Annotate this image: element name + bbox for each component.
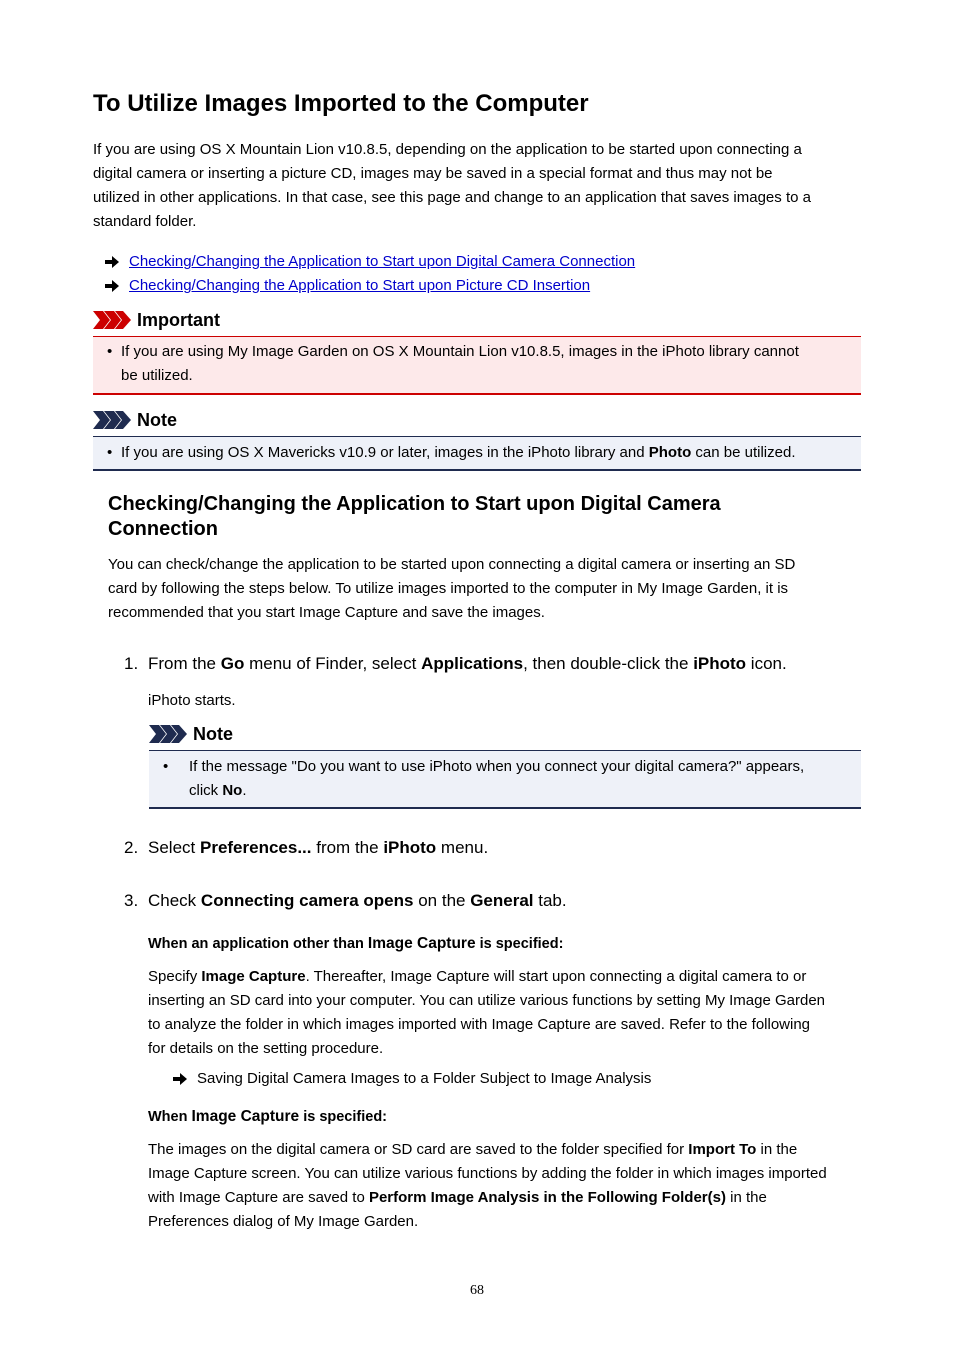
note-box	[149, 750, 861, 809]
page-title: To Utilize Images Imported to the Computer	[93, 90, 589, 117]
case-1-line: to analyze the folder in which images imported with Image Capture are saved. Refer to the following	[148, 1016, 811, 1033]
section-heading-line: Connection	[108, 518, 218, 540]
section-body	[108, 553, 858, 625]
step-bold: General	[470, 891, 534, 910]
step-3	[124, 889, 567, 913]
text-part: in the	[756, 1141, 798, 1158]
note-text-bold: Photo	[648, 444, 692, 461]
step-number: 3.	[124, 891, 139, 910]
step-text: Select	[148, 838, 200, 857]
link-digital-camera-connection[interactable]: Checking/Changing the Application to Start upon Digital Camera Connection	[129, 253, 636, 270]
note-label: Note	[137, 410, 177, 430]
case-2-body	[148, 1138, 863, 1234]
step-text: from the	[311, 838, 384, 857]
reference-row	[173, 1067, 651, 1091]
bullet: •	[107, 444, 113, 461]
note-line	[189, 779, 247, 803]
intro-paragraph	[93, 138, 863, 234]
intro-line: If you are using OS X Mountain Lion v10.8.5, depending on the application to be started upon connecting a	[93, 141, 802, 158]
section-heading	[108, 492, 808, 542]
case-2-line: Image Capture screen. You can utilize various functions by adding the folder in which images imported	[148, 1165, 827, 1182]
intro-line: utilized in other applications. In that case, see this page and change to an application that saves images to a	[93, 189, 811, 206]
text-part: with Image Capture are saved to	[148, 1189, 369, 1206]
arrow-right-icon	[173, 1073, 187, 1085]
step-bold: Connecting camera opens	[200, 891, 414, 910]
intro-line: standard folder.	[93, 213, 197, 230]
step-bold: Preferences...	[199, 838, 312, 857]
text-bold: Import To	[688, 1141, 757, 1158]
text-part: Specify	[148, 968, 202, 985]
text-part: The images on the digital camera or SD card are saved to the folder specified for	[148, 1141, 689, 1158]
link-row[interactable]	[105, 250, 635, 274]
case-1-heading	[148, 932, 563, 956]
section-body-line: card by following the steps below. To utilize images imported to the computer in My Image Garden, it is	[108, 580, 789, 597]
section-body-line: recommended that you start Image Capture and save the images.	[108, 604, 545, 621]
note-text-part: .	[242, 782, 247, 799]
note-chevron-icon	[149, 725, 187, 743]
step-number: 2.	[124, 838, 139, 857]
case-2-line	[148, 1138, 863, 1162]
step-number: 1.	[124, 654, 139, 673]
step-bold: Go	[220, 654, 245, 673]
text-part: in the	[725, 1189, 767, 1206]
important-line: If you are using My Image Garden on OS X Mountain Lion v10.8.5, images in the iPhoto library cannot	[121, 343, 799, 360]
note-text-part: can be utilized.	[691, 444, 796, 461]
step-1	[124, 652, 787, 676]
note-label: Note	[193, 724, 233, 744]
subhead-text: is specified:	[299, 1109, 388, 1125]
arrow-right-icon	[105, 256, 119, 268]
step-text: menu of Finder, select	[244, 654, 422, 673]
text-bold: Perform Image Analysis in the Following Folder(s)	[368, 1189, 726, 1206]
subhead-text: is specified:	[475, 936, 564, 952]
text-bold: Image Capture	[201, 968, 306, 985]
note-text-bold: No	[222, 782, 243, 799]
link-row[interactable]	[105, 274, 590, 298]
note-line: If the message "Do you want to use iPhoto when you connect your digital camera?" appears,	[189, 758, 805, 775]
text-part: . Thereafter, Image Capture will start upon connecting a digital camera to or	[305, 968, 807, 985]
step-text: Check	[148, 891, 201, 910]
case-2-line	[148, 1186, 863, 1210]
step-text: From the	[148, 654, 221, 673]
link-picture-cd-insertion[interactable]: Checking/Changing the Application to Start upon Picture CD Insertion	[129, 277, 591, 294]
step-text: menu.	[436, 838, 489, 857]
section-heading-line: Checking/Changing the Application to Start upon Digital Camera	[108, 493, 721, 515]
note-text	[121, 441, 796, 465]
intro-line: digital camera or inserting a picture CD, images may be saved in a special format and thus may not be	[93, 165, 773, 182]
page-number: 68	[470, 1283, 484, 1298]
step-text: icon.	[746, 654, 787, 673]
important-chevron-icon	[93, 311, 131, 329]
step-bold: iPhoto	[383, 838, 437, 857]
note-text-part: If you are using OS X Mavericks v10.9 or later, images in the iPhoto library and	[121, 444, 649, 461]
note-header	[149, 723, 233, 745]
subhead-bold: Image Capture	[191, 1108, 300, 1125]
note-header	[93, 409, 177, 431]
note-text-part: click	[189, 782, 223, 799]
case-1-line: for details on the setting procedure.	[148, 1040, 384, 1057]
step-2	[124, 836, 488, 860]
note-box	[93, 436, 861, 471]
case-2-heading	[148, 1105, 387, 1129]
step-bold: iPhoto	[693, 654, 747, 673]
arrow-right-icon	[105, 280, 119, 292]
case-1-line	[148, 965, 863, 989]
subhead-bold: Image Capture	[367, 935, 476, 952]
step-text: , then double-click the	[523, 654, 694, 673]
note-chevron-icon	[93, 411, 131, 429]
bullet: •	[107, 343, 113, 360]
case-1-body	[148, 965, 863, 1061]
case-2-line: Preferences dialog of My Image Garden.	[148, 1213, 419, 1230]
step-bold: Applications	[421, 654, 524, 673]
step-1-result: iPhoto starts.	[148, 692, 236, 709]
important-box	[93, 336, 861, 395]
subhead-text: When an application other than	[148, 936, 368, 952]
important-label: Important	[137, 310, 220, 330]
step-text: on the	[413, 891, 471, 910]
step-text: tab.	[533, 891, 567, 910]
subhead-text: When	[148, 1109, 192, 1125]
important-header	[93, 309, 220, 331]
important-line: be utilized.	[121, 367, 193, 384]
section-body-line: You can check/change the application to be started upon connecting a digital camera or inserting an SD	[108, 556, 796, 573]
case-1-line: inserting an SD card into your computer. You can utilize various functions by setting My Image Garden	[148, 992, 826, 1009]
reference-text: Saving Digital Camera Images to a Folder Subject to Image Analysis	[197, 1070, 652, 1087]
bullet: •	[163, 758, 169, 775]
